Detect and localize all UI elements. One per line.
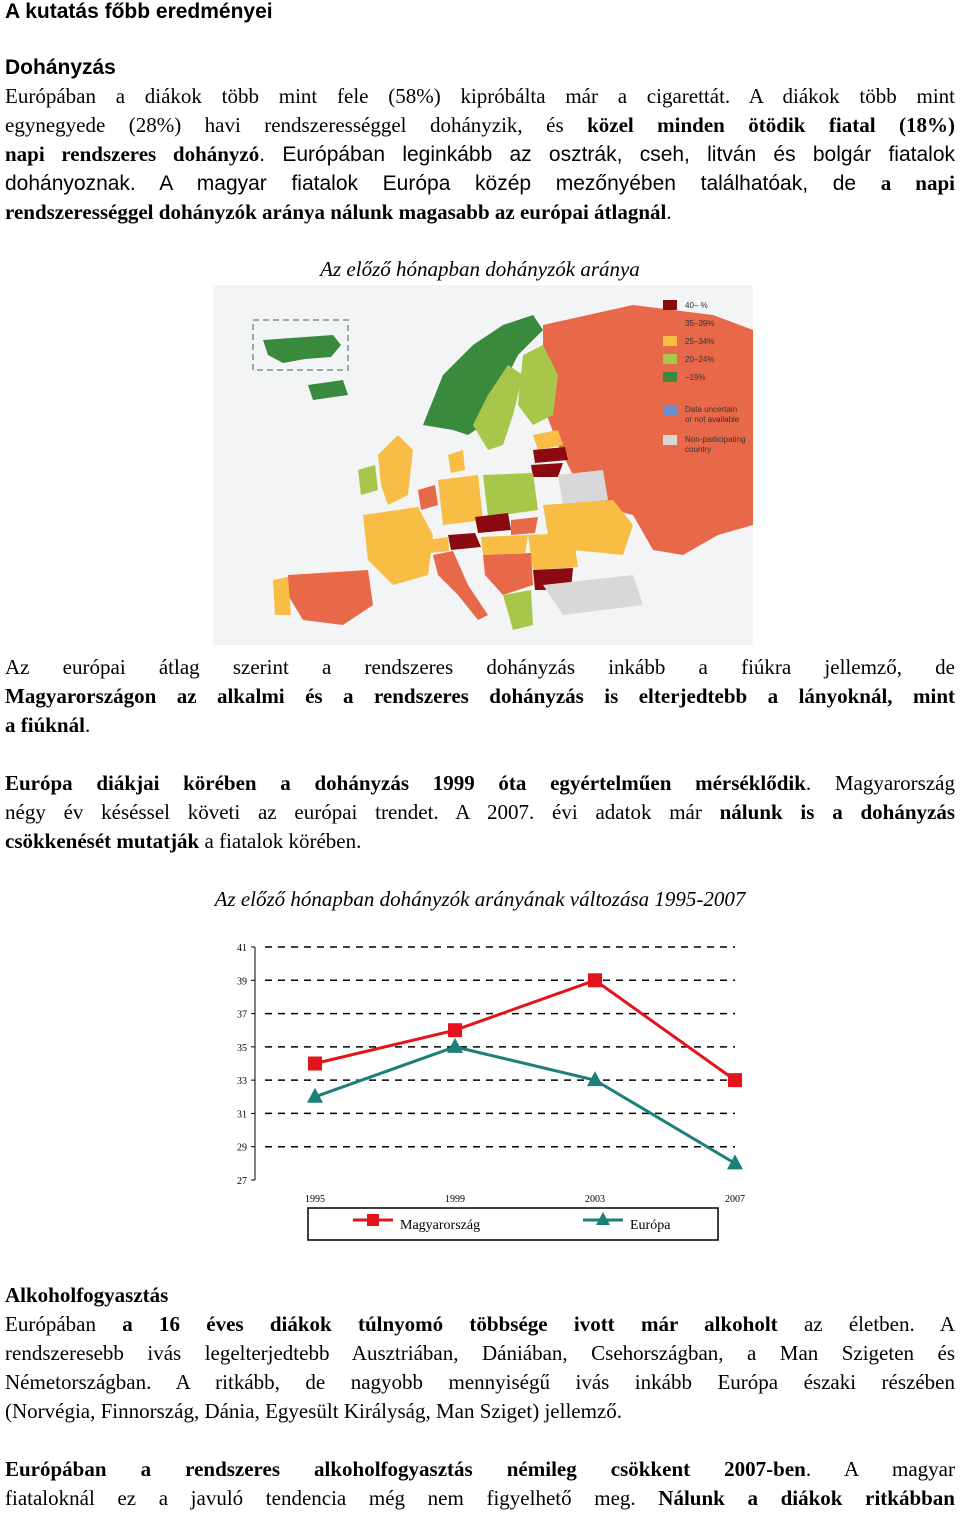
legend-label: country	[685, 445, 712, 454]
bold-run: közel minden ötödik fiatal (18%)	[587, 113, 956, 137]
country-ireland	[358, 465, 378, 495]
alcohol-paragraph-2	[5, 1455, 955, 1513]
smoking-trend-chart	[205, 930, 745, 1250]
x-tick-label: 2003	[585, 1194, 605, 1205]
legend-swatch	[663, 300, 677, 310]
text-run: a fiatalok körében.	[199, 829, 362, 853]
bold-run: a napi	[880, 171, 955, 195]
section-heading-smoking: Dohányzás	[5, 56, 116, 79]
paragraph-line: rendszeresebb ivás legelterjedtebb Ausztriában, Dániában, Csehországban, a Man Szigeten és	[5, 1341, 955, 1365]
data-point	[727, 1154, 743, 1169]
legend-label: 40– %	[685, 301, 708, 310]
y-tick-label: 29	[237, 1142, 247, 1154]
legend-label: Európa	[630, 1218, 671, 1233]
paragraph-line	[5, 169, 955, 198]
data-point	[308, 1057, 322, 1071]
paragraph-line	[5, 1455, 955, 1484]
smoking-paragraph-2	[5, 653, 955, 740]
country-austria	[448, 533, 481, 550]
legend-marker	[367, 1214, 379, 1226]
bold-run: napi rendszeres dohányzó	[5, 142, 260, 166]
y-tick-label: 39	[237, 976, 247, 988]
legend-label: or not available	[685, 415, 740, 424]
paragraph-line	[5, 198, 955, 227]
bold-run: a fiúknál	[5, 713, 85, 737]
text-run: fiataloknál ez a javuló tendencia még nem figyelhető meg.	[5, 1486, 659, 1510]
y-tick-label: 27	[237, 1176, 247, 1187]
data-point	[588, 973, 602, 987]
bold-run: csökkenését mutatják	[5, 829, 200, 853]
legend-label: Magyarország	[400, 1218, 481, 1233]
bold-run: Magyarországon az alkalmi és a rendszeres dohányzás is elterjedtebb a lányoknál, mint	[5, 684, 955, 708]
paragraph-line: Az európai átlag szerint a rendszeres dohányzás inkább a fiúkra jellemző, de	[5, 655, 955, 679]
smoking-section	[5, 53, 955, 82]
text-run: Európában	[5, 1312, 123, 1336]
paragraph-line	[5, 111, 955, 140]
text-run: dohányoznak. A magyar fiatalok Európa közép mezőnyében találhatóak, de	[5, 172, 881, 195]
country-romania	[528, 533, 578, 570]
x-tick-label: 1995	[305, 1194, 325, 1205]
y-tick-label: 33	[237, 1076, 247, 1088]
smoking-paragraph-3	[5, 769, 955, 856]
text-run: . A magyar	[805, 1457, 955, 1481]
legend-label: Data uncertain	[685, 405, 738, 414]
x-tick-label: 1999	[445, 1194, 465, 1205]
bold-run: a 16 éves diákok túlnyomó többsége ivott már alkoholt	[122, 1312, 778, 1336]
bold-run: Nálunk a diákok ritkábban	[658, 1486, 955, 1510]
paragraph-line	[5, 798, 955, 827]
paragraph-line	[5, 711, 955, 740]
data-point	[728, 1073, 742, 1087]
smoking-paragraph-1	[5, 82, 955, 227]
map-caption: Az előző hónapban dohányzók aránya	[320, 257, 640, 281]
y-tick-label: 35	[237, 1042, 247, 1054]
bold-run: Európa diákjai körében a dohányzás 1999 óta egyértelműen mérséklődik	[5, 771, 806, 795]
country-slovakia	[511, 517, 538, 535]
country-portugal	[273, 577, 291, 615]
paragraph-line	[5, 1310, 955, 1339]
bold-run: rendszerességgel dohányzók aránya nálunk magasabb az európai átlagnál	[5, 200, 667, 224]
bold-run: nálunk is a dohányzás	[719, 800, 955, 824]
text-run: .	[84, 713, 91, 737]
paragraph-line: (Norvégia, Finnország, Dánia, Egyesült Királyság, Man Sziget) jellemző.	[5, 1399, 622, 1423]
legend-label: 25–34%	[685, 337, 715, 346]
y-tick-label: 37	[237, 1009, 247, 1021]
paragraph-line	[5, 140, 955, 169]
country-hungary	[481, 535, 528, 555]
legend-label: 20–24%	[685, 355, 715, 364]
paragraph-line	[5, 1484, 955, 1513]
text-run: egynegyede (28%) havi rendszerességgel dohányzik, és	[5, 113, 588, 137]
legend-swatch	[663, 318, 677, 328]
bold-run: Európában a rendszeres alkoholfogyasztás némileg csökkent 2007-ben	[5, 1457, 806, 1481]
paragraph-line	[5, 827, 955, 856]
paragraph-line: Európában a diákok több mint fele (58%) kipróbálta már a cigarettát. A diákok több mint	[5, 84, 955, 108]
y-tick-label: 31	[237, 1109, 247, 1121]
country-belarus	[558, 470, 608, 505]
legend-swatch	[663, 336, 677, 346]
alcohol-section	[5, 1281, 955, 1426]
x-tick-label: 2007	[725, 1194, 745, 1205]
data-point	[448, 1023, 462, 1037]
text-run: .	[666, 200, 672, 224]
paragraph-line: Németországban. A ritkább, de nagyobb mennyiségű ivás inkább Európa északi részében	[5, 1370, 955, 1394]
legend-swatch	[663, 405, 677, 415]
text-run: . Magyarország	[805, 771, 955, 795]
paragraph-line	[5, 769, 955, 798]
series-line	[315, 1047, 735, 1164]
legend-label: –19%	[685, 373, 706, 382]
chart-caption: Az előző hónapban dohányzók arányának változása 1995-2007	[214, 887, 746, 911]
page-title: A kutatás főbb eredményei	[5, 0, 273, 23]
legend-label: 35–39%	[685, 319, 715, 328]
text-run: négy év késéssel követi az európai trendet. A 2007. évi adatok már	[5, 800, 720, 824]
paragraph-line	[5, 682, 955, 711]
legend-swatch	[663, 435, 677, 445]
series-line	[315, 980, 735, 1080]
text-run: . Európában leginkább az osztrák, cseh, litván és bolgár fiatalok	[259, 143, 955, 166]
legend-label: Non-participating	[685, 435, 746, 444]
text-run: az életben. A	[777, 1312, 955, 1336]
country-lithuania	[531, 463, 563, 477]
legend-swatch	[663, 372, 677, 382]
legend-swatch	[663, 354, 677, 364]
europe-smoking-map	[213, 285, 753, 645]
section-heading-alcohol: Alkoholfogyasztás	[5, 1283, 169, 1307]
data-point	[447, 1038, 463, 1053]
y-tick-label: 41	[237, 943, 247, 954]
country-poland	[483, 473, 538, 517]
